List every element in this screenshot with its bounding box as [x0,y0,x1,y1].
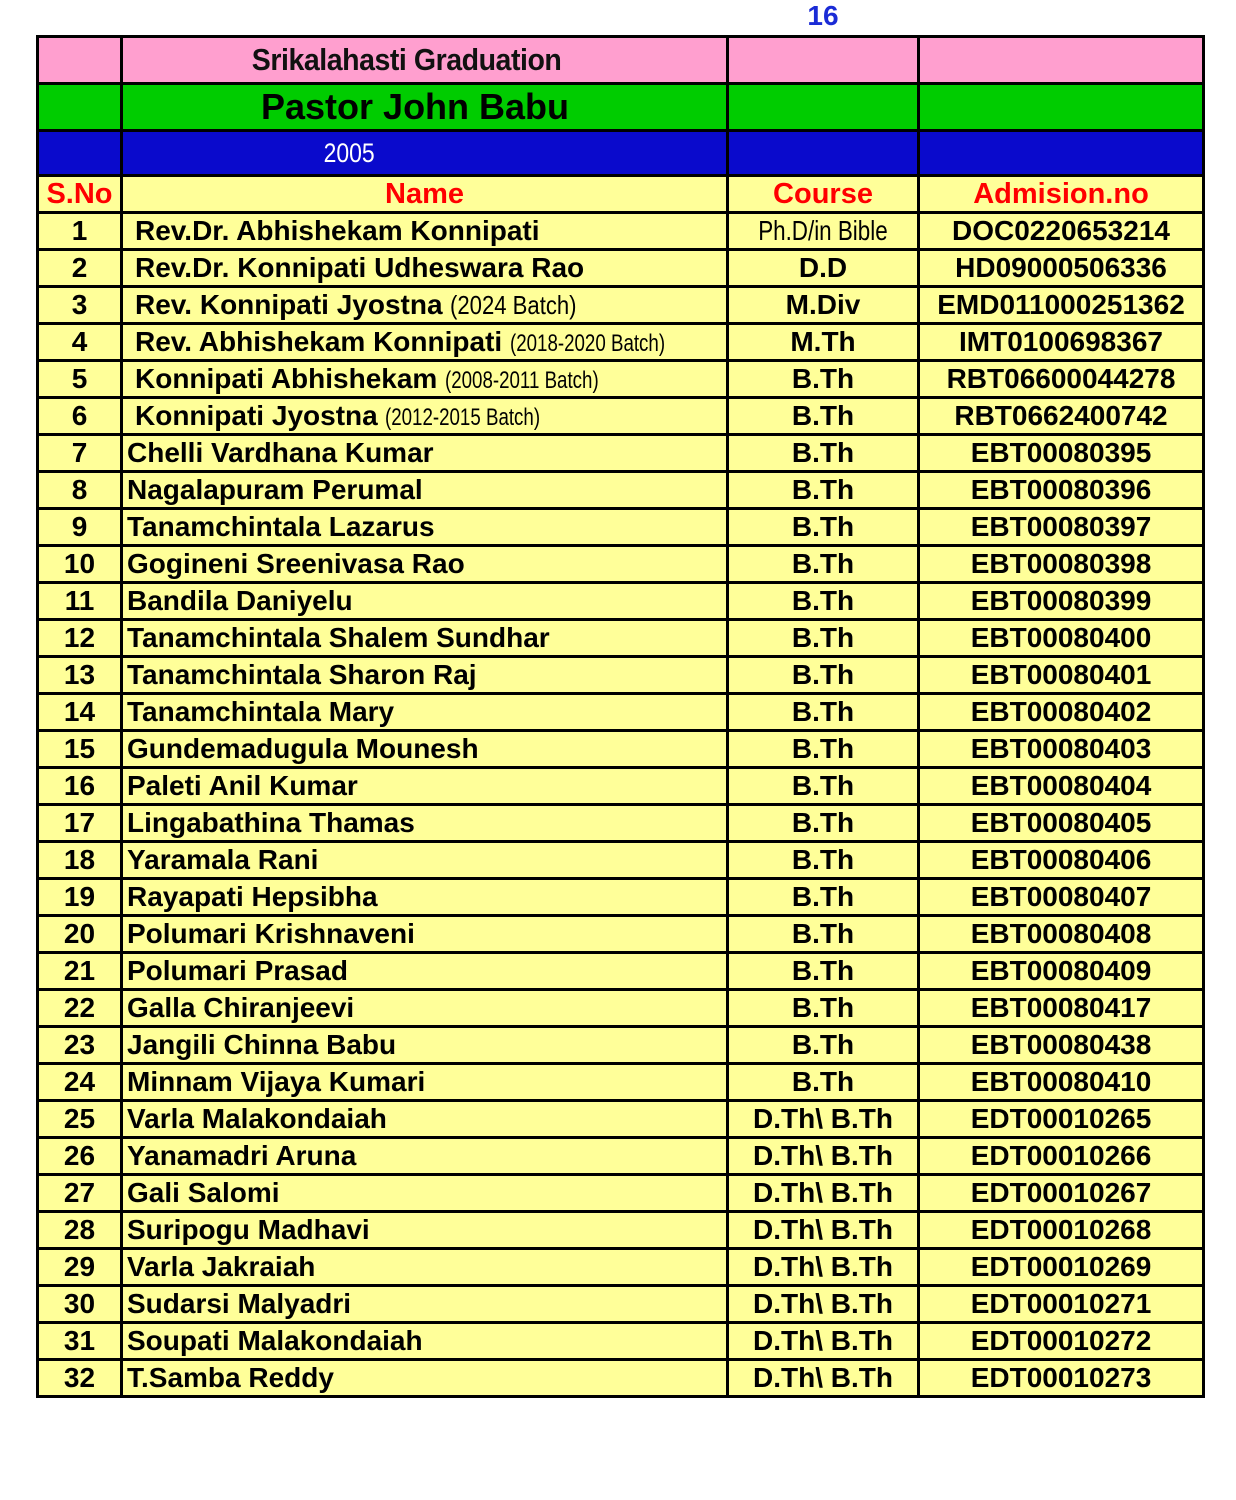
row-course-cell [728,657,919,694]
table-row [38,1212,1204,1249]
row-admission: DOC0220653214 [919,213,1204,250]
header-admission: Admision.no [919,176,1204,213]
row-course-cell [728,879,919,916]
row-sno: 31 [38,1323,122,1360]
row-name: Nagalapuram Perumal [127,474,423,505]
row-course: B.Th [791,696,855,727]
row-sno: 20 [38,916,122,953]
row-admission: EBT00080398 [919,546,1204,583]
table-row [38,398,1204,435]
row-name: Bandila Daniyelu [127,585,353,616]
row-name-cell [122,990,728,1027]
row-course: B.Th [791,474,855,505]
year-label: 2005 [323,137,375,168]
row-course: B.Th [791,548,855,579]
row-name: Rayapati Hepsibha [127,881,378,912]
row-course-cell [728,1175,919,1212]
row-admission: EBT00080399 [919,583,1204,620]
row-name-cell [122,1286,728,1323]
row-name: Galla Chiranjeevi [127,992,355,1023]
row-sno: 16 [38,768,122,805]
row-course-cell [728,694,919,731]
row-name: Rev.Dr. Konnipati Udheswara Rao [135,252,585,283]
row-course-cell [728,768,919,805]
row-admission: EBT00080397 [919,509,1204,546]
row-name: Gundemadugula Mounesh [127,733,479,764]
row-name: Chelli Vardhana Kumar [127,437,434,468]
row-admission: EDT00010273 [919,1360,1204,1397]
row-name-cell [122,805,728,842]
row-admission: EDT00010267 [919,1175,1204,1212]
table-row [38,250,1204,287]
row-course: D.Th\ B.Th [753,1251,893,1282]
row-sno: 2 [38,250,122,287]
row-course: B.Th [791,881,855,912]
row-admission: EBT00080417 [919,990,1204,1027]
table-row [38,620,1204,657]
row-course: M.Th [790,326,856,357]
row-admission: EDT00010266 [919,1138,1204,1175]
row-sno: 23 [38,1027,122,1064]
row-name: Yanamadri Aruna [127,1140,357,1171]
header-name: Name [122,176,728,213]
row-sno: 13 [38,657,122,694]
row-name-cell [122,435,728,472]
row-name: Polumari Prasad [127,955,348,986]
title-row [38,37,1204,84]
row-name: Rev. Abhishekam Konnipati [135,326,503,357]
row-sno: 3 [38,287,122,324]
table-row [38,324,1204,361]
row-course-cell [728,620,919,657]
row-course: B.Th [791,807,855,838]
row-sno: 6 [38,398,122,435]
row-name: Varla Malakondaiah [127,1103,387,1134]
row-course-cell [728,1323,919,1360]
row-name-cell [122,1064,728,1101]
row-sno: 30 [38,1286,122,1323]
row-course: D.Th\ B.Th [753,1362,893,1393]
row-name-cell [122,324,728,361]
row-course: B.Th [791,511,855,542]
row-admission: EBT00080408 [919,916,1204,953]
pastor-name: Pastor John Babu [261,86,570,127]
row-sno: 12 [38,620,122,657]
table-title: Srikalahasti Graduation [251,42,562,77]
row-admission: EBT00080438 [919,1027,1204,1064]
row-admission: EBT00080403 [919,731,1204,768]
row-course-cell [728,1286,919,1323]
row-sno: 18 [38,842,122,879]
header-course: Course [728,176,919,213]
row-course: D.Th\ B.Th [753,1103,893,1134]
row-name: Jangili Chinna Babu [127,1029,397,1060]
row-name-cell [122,1175,728,1212]
table-row [38,1175,1204,1212]
row-name: Sudarsi Malyadri [127,1288,352,1319]
row-sno: 9 [38,509,122,546]
table-row [38,916,1204,953]
row-course: B.Th [791,733,855,764]
table-row [38,842,1204,879]
row-name-cell [122,768,728,805]
row-name-cell [122,953,728,990]
row-admission: EBT00080402 [919,694,1204,731]
row-name-cell [122,916,728,953]
row-name: Gali Salomi [127,1177,280,1208]
row-sno: 17 [38,805,122,842]
row-sno: 25 [38,1101,122,1138]
row-course-cell [728,583,919,620]
row-name-cell [122,1138,728,1175]
row-name-cell [122,1101,728,1138]
row-admission: EBT00080396 [919,472,1204,509]
row-sno: 26 [38,1138,122,1175]
row-admission: EBT00080400 [919,620,1204,657]
row-admission: EBT00080404 [919,768,1204,805]
table-row [38,1027,1204,1064]
row-sno: 21 [38,953,122,990]
row-course: B.Th [791,437,855,468]
row-batch-note: (2008-2011 Batch) [445,367,599,394]
pastor-row [38,84,1204,131]
row-course-cell [728,1249,919,1286]
row-name: Tanamchintala Mary [127,696,395,727]
row-course: M.Div [785,289,861,320]
row-name-cell [122,472,728,509]
row-batch-note: (2012-2015 Batch) [385,404,541,431]
table-row [38,657,1204,694]
row-course-cell [728,509,919,546]
row-admission: EDT00010265 [919,1101,1204,1138]
row-name: Gogineni Sreenivasa Rao [127,548,465,579]
row-course-cell [728,250,919,287]
row-name: Konnipati Abhishekam [135,363,438,394]
row-sno: 11 [38,583,122,620]
row-course-cell [728,324,919,361]
row-admission: EBT00080409 [919,953,1204,990]
row-sno: 1 [38,213,122,250]
row-admission: EBT00080405 [919,805,1204,842]
table-row [38,435,1204,472]
row-name: Tanamchintala Sharon Raj [127,659,477,690]
row-name-cell [122,620,728,657]
table-row [38,509,1204,546]
row-admission: EDT00010268 [919,1212,1204,1249]
row-course-cell [728,731,919,768]
row-sno: 4 [38,324,122,361]
row-name-cell [122,213,728,250]
row-name-cell [122,250,728,287]
row-name-cell [122,1360,728,1397]
table-row [38,287,1204,324]
row-sno: 15 [38,731,122,768]
row-admission: EBT00080401 [919,657,1204,694]
row-course: Ph.D/in Bible [758,215,888,246]
row-name: Rev.Dr. Abhishekam Konnipati [135,215,540,246]
row-admission: EMD011000251362 [919,287,1204,324]
table-row [38,1064,1204,1101]
row-name-cell [122,583,728,620]
row-course-cell [728,1138,919,1175]
row-admission: EBT00080395 [919,435,1204,472]
table-row [38,472,1204,509]
table-row [38,546,1204,583]
row-name: Konnipati Jyostna [135,400,378,431]
year-row [38,131,1204,176]
row-name: Soupati Malakondaiah [127,1325,423,1356]
row-name-cell [122,287,728,324]
row-admission: EDT00010271 [919,1286,1204,1323]
row-name: Tanamchintala Lazarus [127,511,435,542]
row-name-cell [122,879,728,916]
row-admission: EDT00010272 [919,1323,1204,1360]
row-course-cell [728,1064,919,1101]
row-admission: EBT00080407 [919,879,1204,916]
row-sno: 32 [38,1360,122,1397]
row-course: D.Th\ B.Th [753,1177,893,1208]
table-row [38,731,1204,768]
row-course: B.Th [791,659,855,690]
row-name-cell [122,1027,728,1064]
row-course-cell [728,953,919,990]
row-name: Rev. Konnipati Jyostna [135,289,443,320]
row-course: B.Th [791,955,855,986]
row-course-cell [728,1212,919,1249]
row-name: Yaramala Rani [127,844,319,875]
row-sno: 19 [38,879,122,916]
table-row [38,1138,1204,1175]
row-name-cell [122,731,728,768]
row-course-cell [728,213,919,250]
row-sno: 5 [38,361,122,398]
graduation-table [36,35,1205,1398]
row-course: D.Th\ B.Th [753,1288,893,1319]
table-row [38,1323,1204,1360]
table-row [38,1101,1204,1138]
row-batch-note: (2018-2020 Batch) [509,330,666,357]
row-course-cell [728,472,919,509]
row-course: B.Th [791,918,855,949]
row-course: B.Th [791,400,855,431]
table-row [38,694,1204,731]
row-name: Suripogu Madhavi [127,1214,370,1245]
table-row [38,583,1204,620]
row-name: Paleti Anil Kumar [127,770,358,801]
row-name-cell [122,1212,728,1249]
row-name: Lingabathina Thamas [127,807,415,838]
row-course: B.Th [791,1029,855,1060]
row-course-cell [728,398,919,435]
row-course: D.Th\ B.Th [753,1325,893,1356]
row-batch-note: (2024 Batch) [450,290,577,320]
row-course: B.Th [791,363,855,394]
row-course-cell [728,435,919,472]
row-sno: 7 [38,435,122,472]
row-course: D.D [798,252,848,283]
row-sno: 10 [38,546,122,583]
row-name: Varla Jakraiah [127,1251,316,1282]
row-name-cell [122,1323,728,1360]
row-name: T.Samba Reddy [127,1362,334,1393]
row-name-cell [122,509,728,546]
row-name-cell [122,842,728,879]
row-course-cell [728,805,919,842]
row-course: B.Th [791,622,855,653]
row-admission: EBT00080406 [919,842,1204,879]
row-course-cell [728,361,919,398]
row-course-cell [728,546,919,583]
row-admission: EDT00010269 [919,1249,1204,1286]
header-sno: S.No [38,176,122,213]
row-sno: 8 [38,472,122,509]
row-name-cell [122,657,728,694]
table-row [38,768,1204,805]
row-course: B.Th [791,844,855,875]
row-name: Polumari Krishnaveni [127,918,415,949]
row-name-cell [122,398,728,435]
row-course: B.Th [791,770,855,801]
table-row [38,1360,1204,1397]
row-course-cell [728,990,919,1027]
table-row [38,361,1204,398]
row-course: B.Th [791,1066,855,1097]
row-course: B.Th [791,992,855,1023]
table-row [38,805,1204,842]
row-sno: 28 [38,1212,122,1249]
row-admission: RBT0662400742 [919,398,1204,435]
row-admission: EBT00080410 [919,1064,1204,1101]
row-course-cell [728,1360,919,1397]
row-name: Tanamchintala Shalem Sundhar [127,622,550,653]
table-row [38,879,1204,916]
row-course-cell [728,916,919,953]
row-name: Minnam Vijaya Kumari [127,1066,426,1097]
table-row [38,1286,1204,1323]
row-name-cell [122,1249,728,1286]
table-row [38,990,1204,1027]
table-row [38,213,1204,250]
row-course-cell [728,1027,919,1064]
row-course-cell [728,287,919,324]
row-admission: IMT0100698367 [919,324,1204,361]
row-admission: HD09000506336 [919,250,1204,287]
row-course: D.Th\ B.Th [753,1214,893,1245]
row-name-cell [122,361,728,398]
page-number: 16 [807,0,839,31]
row-admission: RBT06600044278 [919,361,1204,398]
row-name-cell [122,694,728,731]
row-name-cell [122,546,728,583]
row-course-cell [728,1101,919,1138]
row-sno: 24 [38,1064,122,1101]
table-row [38,953,1204,990]
table-row [38,1249,1204,1286]
row-sno: 27 [38,1175,122,1212]
row-course-cell [728,842,919,879]
header-row [38,176,1204,213]
row-course: B.Th [791,585,855,616]
row-course: D.Th\ B.Th [753,1140,893,1171]
row-sno: 29 [38,1249,122,1286]
row-sno: 14 [38,694,122,731]
row-sno: 22 [38,990,122,1027]
